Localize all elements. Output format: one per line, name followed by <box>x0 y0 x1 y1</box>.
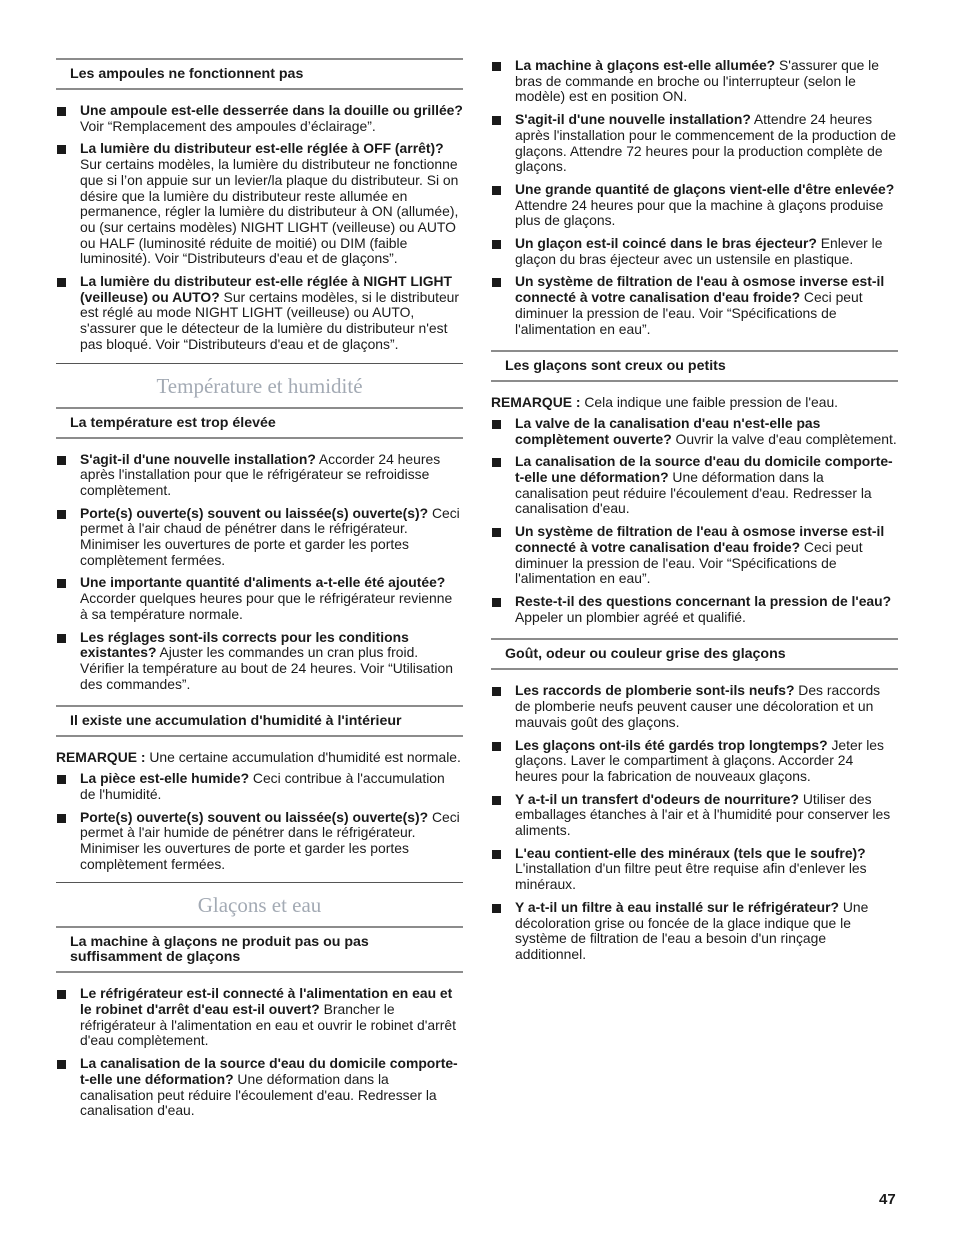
item-question: Les glaçons ont-ils été gardés trop longtemps? <box>515 736 828 753</box>
list-item <box>56 1056 463 1119</box>
item-question: La lumière du distributeur est-elle réglée à NIGHT LIGHT (veilleuse) ou AUTO? <box>80 273 453 305</box>
item-answer: Ajuster les commandes un cran plus froid. Vérifier la température au bout de 24 heures. Voir “Utilisation des commandes”. <box>80 644 453 692</box>
item-answer: L'installation d'un filtre peut être requise afin d'enlever les minéraux. <box>515 860 867 893</box>
left-column <box>56 58 463 1126</box>
list-item <box>491 900 898 963</box>
section-subhead: Les glaçons sont creux ou petits <box>491 350 898 382</box>
item-question: Y a-t-il un filtre à eau installé sur le réfrigérateur? <box>515 898 839 915</box>
bullet-list <box>491 416 898 625</box>
square-bullet-icon <box>492 278 501 287</box>
item-question: Un système de filtration de l'eau à osmose inverse est-il connecté à votre canalisation d'eau froide? <box>515 273 885 306</box>
list-item <box>491 524 898 587</box>
square-bullet-icon <box>57 634 66 643</box>
note-label: REMARQUE : <box>56 749 146 766</box>
square-bullet-icon <box>492 240 501 249</box>
section-title: Température et humidité <box>56 363 463 399</box>
item-question: Une importante quantité d'aliments a-t-elle été ajoutée? <box>80 574 446 591</box>
list-item <box>491 594 898 625</box>
bullet-list <box>491 58 898 337</box>
list-item <box>56 630 463 693</box>
item-question: S'agit-il d'une nouvelle installation? <box>80 450 316 467</box>
item-question: Reste-t-il des questions concernant la pression de l'eau? <box>515 592 892 609</box>
bullet-list <box>56 452 463 693</box>
item-answer: Sur certains modèles, si le distributeur est réglé au mode NIGHT LIGHT (veilleuse) ou AUTO, s'assurer que le détecteur de la lumière du distributeur n'est pas bloqué. Voir “Distributeurs d'eau et de glaçons”. <box>80 288 460 352</box>
note-label: REMARQUE : <box>491 394 581 411</box>
square-bullet-icon <box>492 62 501 71</box>
bullet-list <box>56 986 463 1119</box>
square-bullet-icon <box>492 186 501 195</box>
square-bullet-icon <box>57 456 66 465</box>
item-answer: Ceci contribue à l'accumulation de l'humidité. <box>80 770 445 802</box>
item-answer: Attendre 24 heures après l'installation pour le commencement de la production de glaçons. Attendre 72 heures pour la production complète de glaçons. <box>515 111 897 175</box>
item-answer: Enlever le glaçon du bras éjecteur avec un ustensile en plastique. <box>515 235 883 267</box>
square-bullet-icon <box>57 1060 66 1069</box>
item-answer: Ceci peut diminuer la pression de l'eau. Voir “Spécifications de l'alimentation en eau”. <box>515 538 863 587</box>
item-answer: Attendre 24 heures pour que la machine à glaçons produise plus de glaçons. <box>515 196 884 229</box>
list-item <box>56 141 463 267</box>
item-answer: Une déformation dans la canalisation peut réduire l'écoulement d'eau. Redresser la canalisation d'eau. <box>80 1070 437 1119</box>
item-answer: Accorder 24 heures après l'installation pour que le réfrigérateur se refroidisse complètement. <box>80 450 441 498</box>
item-question: Porte(s) ouverte(s) souvent ou laissée(s) ouverte(s)? <box>80 504 429 521</box>
item-question: La canalisation de la source d'eau du domicile comporte-t-elle une déformation? <box>515 453 893 486</box>
note <box>491 395 898 411</box>
square-bullet-icon <box>492 116 501 125</box>
bullet-list <box>491 683 898 962</box>
list-item <box>56 103 463 134</box>
item-answer: Ceci permet à l'air humide de pénétrer dans le réfrigérateur. Minimiser les ouvertures de porte et garder les portes complètement fermées. <box>80 808 460 872</box>
item-answer: Appeler un plombier agréé et qualifié. <box>515 608 746 625</box>
bullet-list <box>56 103 463 353</box>
square-bullet-icon <box>492 687 501 696</box>
list-item <box>491 274 898 337</box>
item-answer: Utiliser des emballages étanches à l'air et à l'humidité pour conserver les aliments. <box>515 790 891 839</box>
list-item <box>56 575 463 622</box>
item-question: Un glaçon est-il coincé dans le bras éjecteur? <box>515 235 817 252</box>
item-answer: Accorder quelques heures pour que le réfrigérateur revienne à sa température normale. <box>80 590 453 622</box>
item-question: Une ampoule est-elle desserrée dans la douille ou grillée? <box>80 102 463 118</box>
square-bullet-icon <box>57 278 66 287</box>
square-bullet-icon <box>492 796 501 805</box>
square-bullet-icon <box>57 775 66 784</box>
section-subhead: Les ampoules ne fonctionnent pas <box>56 58 463 90</box>
item-question: Les réglages sont-ils corrects pour les conditions existantes? <box>80 628 409 661</box>
page-number: 47 <box>879 1191 896 1208</box>
list-item <box>491 792 898 839</box>
list-item <box>56 274 463 353</box>
bullet-list <box>56 771 463 872</box>
square-bullet-icon <box>57 510 66 519</box>
item-answer: Ceci peut diminuer la pression de l'eau. Voir “Spécifications de l'alimentation en eau”. <box>515 289 863 337</box>
section-subhead: Il existe une accumulation d'humidité à l'intérieur <box>56 705 463 737</box>
section-title: Glaçons et eau <box>56 882 463 918</box>
section-subhead: La température est trop élevée <box>56 407 463 439</box>
item-question: La pièce est-elle humide? <box>80 770 250 787</box>
square-bullet-icon <box>492 742 501 751</box>
item-question: Les raccords de plomberie sont-ils neufs? <box>515 682 795 699</box>
item-answer: Une déformation dans la canalisation peut réduire l'écoulement d'eau. Redresser la canalisation d'eau. <box>515 469 872 517</box>
square-bullet-icon <box>57 990 66 999</box>
list-item <box>491 58 898 105</box>
list-item <box>491 112 898 175</box>
square-bullet-icon <box>492 528 501 537</box>
note <box>56 750 463 766</box>
note-text: Une certaine accumulation d'humidité est normale. <box>145 749 461 766</box>
item-answer: Une décoloration grise ou foncée de la glace indique que le système de filtration de l'eau a besoin d'un rinçage additionnel. <box>515 898 869 962</box>
list-item <box>56 810 463 873</box>
square-bullet-icon <box>57 107 66 116</box>
list-item <box>491 416 898 447</box>
list-item <box>491 182 898 229</box>
item-answer: Ouvrir la valve d'eau complètement. <box>671 430 897 447</box>
item-question: L'eau contient-elle des minéraux (tels que le soufre)? <box>515 844 866 861</box>
item-question: Porte(s) ouverte(s) souvent ou laissée(s) ouverte(s)? <box>80 808 429 825</box>
list-item <box>491 683 898 730</box>
item-question: Un système de filtration de l'eau à osmose inverse est-il connecté à votre canalisation d'eau froide? <box>515 523 885 555</box>
square-bullet-icon <box>492 458 501 467</box>
item-answer: Sur certains modèles, la lumière du distributeur ne fonctionne que si l’on appuie sur un levier/la plaque du distributeur. Si on désire que la lumière du distributeur reste allumée en permanence, régler la lumière du distributeur à ON (allumée), ou (sur certains modèles) NIGHT LIGHT (veilleuse) ou AUTO ou HALF (luminosité réduite de moitié) ou DIM (faible luminosité). Voir “Distributeurs d'eau et de glaçons”. <box>80 156 459 267</box>
item-question: La valve de la canalisation d'eau n'est-elle pas complètement ouverte? <box>515 414 821 447</box>
item-answer: S'assurer que le bras de commande en broche ou l'interrupteur (selon le modèle) est en position ON. <box>515 57 879 105</box>
item-question: Y a-t-il un transfert d'odeurs de nourriture? <box>515 790 799 807</box>
list-item <box>56 452 463 499</box>
item-answer: Brancher le réfrigérateur à l'alimentation en eau et ouvrir le robinet d'arrêt d'eau complètement. <box>80 1001 456 1049</box>
square-bullet-icon <box>57 814 66 823</box>
section-subhead: Goût, odeur ou couleur grise des glaçons <box>491 638 898 670</box>
square-bullet-icon <box>492 420 501 429</box>
list-item <box>491 454 898 517</box>
list-item <box>491 236 898 267</box>
item-question: Une grande quantité de glaçons vient-elle d'être enlevée? <box>515 180 895 197</box>
list-item <box>491 738 898 785</box>
square-bullet-icon <box>57 145 66 154</box>
square-bullet-icon <box>492 598 501 607</box>
item-question: La lumière du distributeur est-elle réglée à OFF (arrêt)? <box>80 140 444 157</box>
list-item <box>56 986 463 1049</box>
item-answer: Voir “Remplacement des ampoules d’éclairage”. <box>80 117 376 134</box>
note-text: Cela indique une faible pression de l'eau. <box>580 394 839 411</box>
item-question: Le réfrigérateur est-il connecté à l'alimentation en eau et le robinet d'arrêt d'eau est-il ouvert? <box>80 985 453 1018</box>
item-question: La canalisation de la source d'eau du domicile comporte-t-elle une déformation? <box>80 1055 458 1087</box>
item-answer: Ceci permet à l'air chaud de pénétrer dans le réfrigérateur. Minimiser les ouvertures de porte et garder les portes complètement fermées. <box>80 504 460 568</box>
item-question: La machine à glaçons est-elle allumée? <box>515 57 776 73</box>
item-answer: Jeter les glaçons. Laver le compartiment à glaçons. Accorder 24 heures pour la fabrication de nouveaux glaçons. <box>515 736 884 784</box>
square-bullet-icon <box>492 904 501 913</box>
square-bullet-icon <box>492 850 501 859</box>
section-subhead: La machine à glaçons ne produit pas ou pas suffisamment de glaçons <box>56 926 463 973</box>
right-column <box>491 58 898 970</box>
list-item <box>491 846 898 893</box>
item-question: S'agit-il d'une nouvelle installation? <box>515 111 751 128</box>
item-answer: Des raccords de plomberie neufs peuvent causer une décoloration et un mauvais goût des glaçons. <box>515 682 881 730</box>
list-item <box>56 506 463 569</box>
square-bullet-icon <box>57 579 66 588</box>
list-item <box>56 771 463 802</box>
